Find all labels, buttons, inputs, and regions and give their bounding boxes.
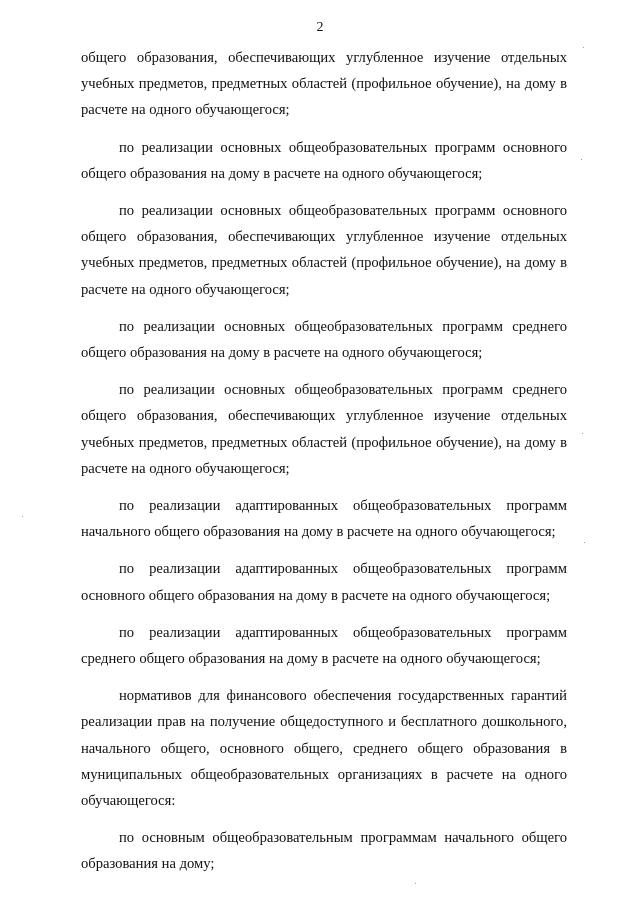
paragraph: по реализации основных общеобразовательных программ среднего общего образования, обеспечивающих углубленное изучение отдельных учебных предметов, предметных областей (профильное обучение), на дому в расчете на одного обучающегося; <box>81 382 567 477</box>
scan-speck <box>415 883 416 884</box>
paragraph: по реализации адаптированных общеобразовательных программ начального общего образования на дому в расчете на одного обучающегося; <box>81 498 567 541</box>
paragraph: по реализации адаптированных общеобразовательных программ основного общего образования на дому в расчете на одного обучающегося; <box>81 561 567 604</box>
paragraph: по основным общеобразовательным программам начального общего образования на дому; <box>81 830 567 873</box>
document-body <box>81 45 567 889</box>
page-number: 2 <box>316 20 324 35</box>
scan-speck <box>581 159 582 160</box>
scan-speck <box>582 433 583 434</box>
paragraph: по реализации основных общеобразовательных программ среднего общего образования на дому в расчете на одного обучающегося; <box>81 318 567 362</box>
paragraph-continuation: общего образования, обеспечивающих углубленное изучение отдельных учебных предметов, предметных областей (профильное обучение), на дому в расчете на одного обучающегося; <box>81 50 567 119</box>
paragraph: по реализации адаптированных общеобразовательных программ среднего общего образования на дому в расчете на одного обучающегося; <box>81 624 567 668</box>
scan-speck <box>583 47 584 48</box>
paragraph: по реализации основных общеобразовательных программ основного общего образования на дому в расчете на одного обучающегося; <box>81 139 567 182</box>
paragraph: по реализации основных общеобразовательных программ основного общего образования, обеспечивающих углубленное изучение отдельных учебных предметов, предметных областей (профильное обучение), на дому в расчете на одного обучающегося; <box>81 203 567 298</box>
scan-speck <box>22 516 23 517</box>
scan-speck <box>584 542 585 543</box>
paragraph: нормативов для финансового обеспечения государственных гарантий реализации прав на получение общедоступного и бесплатного дошкольного, начального общего, основного общего, среднего общего образования в муниципальных общеобразовательных организациях в расчете на одного обучающегося: <box>81 688 567 810</box>
